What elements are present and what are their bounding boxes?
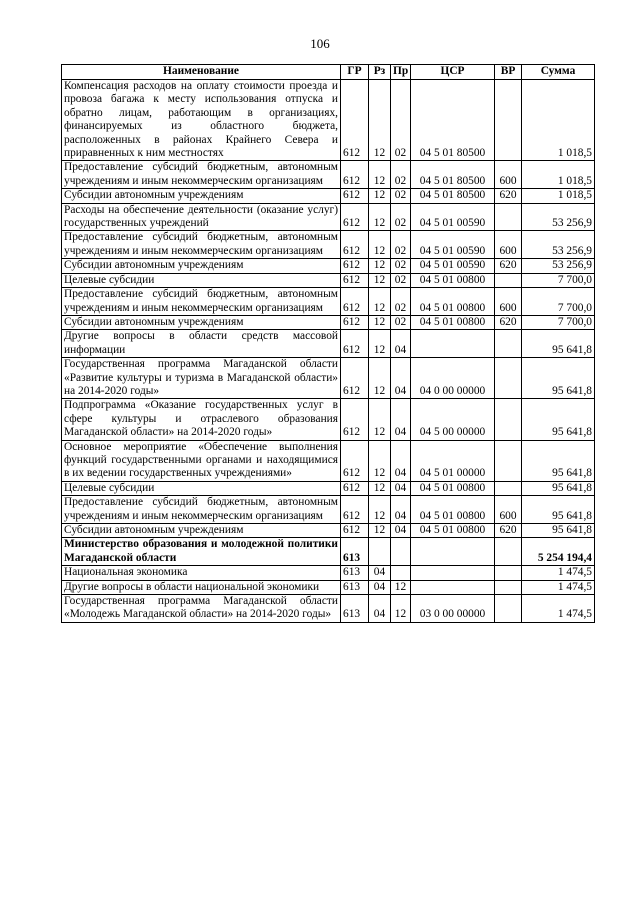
cell-vr: 620 [495, 259, 522, 273]
cell-gr: 612 [341, 288, 369, 316]
cell-gr: 613 [341, 538, 369, 566]
table-row [62, 273, 595, 287]
cell-pr: 02 [391, 80, 411, 161]
cell-sum: 95 641,8 [522, 496, 595, 524]
cell-rz: 12 [369, 440, 391, 481]
cell-gr: 612 [341, 481, 369, 495]
cell-sum: 7 700,0 [522, 288, 595, 316]
cell-vr [495, 399, 522, 440]
cell-gr: 612 [341, 231, 369, 259]
cell-sum: 95 641,8 [522, 358, 595, 399]
cell-csr: 04 5 01 00800 [411, 524, 495, 538]
cell-sum: 95 641,8 [522, 399, 595, 440]
cell-pr: 04 [391, 330, 411, 358]
cell-gr: 612 [341, 80, 369, 161]
cell-sum: 53 256,9 [522, 231, 595, 259]
cell-name: Государственная программа Магаданской области «Развитие культуры и туризма в Магаданской области» на 2014-2020 годы» [62, 358, 341, 399]
cell-pr [391, 538, 411, 566]
cell-vr [495, 330, 522, 358]
cell-csr [411, 566, 495, 580]
cell-name: Компенсация расходов на оплату стоимости проезда и провоза багажа к месту использования отпуска и обратно лицам, работающим в организациях, финансируемых из областного бюджета, расположенных в районах Крайнего Севера и приравненных к ним местностях [62, 80, 341, 161]
table-row [62, 595, 595, 623]
cell-rz: 12 [369, 80, 391, 161]
table-row [62, 203, 595, 231]
cell-vr [495, 595, 522, 623]
cell-csr: 04 5 01 80500 [411, 161, 495, 189]
cell-pr: 02 [391, 231, 411, 259]
cell-pr: 04 [391, 399, 411, 440]
cell-csr: 04 5 01 00800 [411, 496, 495, 524]
cell-name: Субсидии автономным учреждениям [62, 189, 341, 203]
cell-csr: 04 0 00 00000 [411, 358, 495, 399]
cell-sum: 1 474,5 [522, 580, 595, 594]
table-row [62, 161, 595, 189]
cell-name: Национальная экономика [62, 566, 341, 580]
table-row [62, 524, 595, 538]
header-name: Наименование [62, 65, 341, 80]
cell-csr: 04 5 01 00800 [411, 273, 495, 287]
cell-name: Субсидии автономным учреждениям [62, 524, 341, 538]
cell-name: Министерство образования и молодежной политики Магаданской области [62, 538, 341, 566]
cell-pr: 02 [391, 259, 411, 273]
cell-sum: 1 474,5 [522, 566, 595, 580]
cell-vr [495, 440, 522, 481]
cell-pr: 02 [391, 273, 411, 287]
cell-gr: 612 [341, 259, 369, 273]
cell-vr [495, 538, 522, 566]
cell-pr: 02 [391, 189, 411, 203]
cell-csr: 04 5 01 80500 [411, 189, 495, 203]
cell-gr: 613 [341, 580, 369, 594]
cell-name: Субсидии автономным учреждениям [62, 259, 341, 273]
cell-rz: 12 [369, 161, 391, 189]
cell-vr: 600 [495, 288, 522, 316]
table-row [62, 189, 595, 203]
table-row [62, 330, 595, 358]
page-number: 106 [310, 36, 330, 51]
cell-vr: 600 [495, 496, 522, 524]
cell-sum: 7 700,0 [522, 273, 595, 287]
cell-csr: 04 5 01 00800 [411, 315, 495, 329]
cell-name: Другие вопросы в области средств массовой информации [62, 330, 341, 358]
cell-name: Субсидии автономным учреждениям [62, 315, 341, 329]
cell-rz: 12 [369, 203, 391, 231]
cell-csr: 04 5 01 00800 [411, 288, 495, 316]
table-row [62, 80, 595, 161]
cell-sum: 1 474,5 [522, 595, 595, 623]
cell-rz: 12 [369, 315, 391, 329]
cell-gr: 612 [341, 273, 369, 287]
cell-sum: 95 641,8 [522, 481, 595, 495]
cell-name: Целевые субсидии [62, 481, 341, 495]
cell-csr [411, 330, 495, 358]
cell-vr [495, 203, 522, 231]
cell-name: Целевые субсидии [62, 273, 341, 287]
cell-pr: 12 [391, 580, 411, 594]
cell-gr: 612 [341, 315, 369, 329]
table-row [62, 358, 595, 399]
cell-csr: 04 5 00 00000 [411, 399, 495, 440]
cell-pr: 02 [391, 315, 411, 329]
cell-rz: 12 [369, 481, 391, 495]
cell-csr: 04 5 01 00800 [411, 481, 495, 495]
cell-vr: 620 [495, 315, 522, 329]
cell-vr [495, 580, 522, 594]
cell-vr [495, 358, 522, 399]
cell-name: Другие вопросы в области национальной экономики [62, 580, 341, 594]
cell-pr [391, 566, 411, 580]
cell-sum: 95 641,8 [522, 330, 595, 358]
table-row [62, 315, 595, 329]
cell-vr: 620 [495, 524, 522, 538]
cell-pr: 12 [391, 595, 411, 623]
header-vr: ВР [495, 65, 522, 80]
cell-gr: 612 [341, 440, 369, 481]
cell-gr: 612 [341, 524, 369, 538]
cell-sum: 1 018,5 [522, 80, 595, 161]
table-header-row [62, 65, 595, 80]
cell-rz: 12 [369, 189, 391, 203]
cell-csr: 04 5 01 00590 [411, 259, 495, 273]
cell-vr [495, 80, 522, 161]
cell-vr [495, 481, 522, 495]
cell-sum: 53 256,9 [522, 203, 595, 231]
cell-rz: 12 [369, 399, 391, 440]
cell-rz: 12 [369, 231, 391, 259]
cell-vr: 620 [495, 189, 522, 203]
table-row [62, 566, 595, 580]
header-pr: Пр [391, 65, 411, 80]
cell-gr: 612 [341, 330, 369, 358]
cell-gr: 613 [341, 595, 369, 623]
table-row [62, 231, 595, 259]
table-body [62, 80, 595, 623]
cell-csr: 04 5 01 00590 [411, 203, 495, 231]
table-row [62, 440, 595, 481]
cell-csr: 04 5 01 00000 [411, 440, 495, 481]
table-row [62, 399, 595, 440]
cell-sum: 1 018,5 [522, 189, 595, 203]
cell-sum: 5 254 194,4 [522, 538, 595, 566]
cell-csr [411, 580, 495, 594]
cell-name: Предоставление субсидий бюджетным, автономным учреждениям и иным некоммерческим организациям [62, 496, 341, 524]
cell-rz: 12 [369, 524, 391, 538]
cell-gr: 612 [341, 358, 369, 399]
cell-vr [495, 273, 522, 287]
cell-sum: 95 641,8 [522, 440, 595, 481]
cell-sum: 7 700,0 [522, 315, 595, 329]
cell-rz: 12 [369, 358, 391, 399]
cell-csr: 04 5 01 00590 [411, 231, 495, 259]
cell-rz: 12 [369, 288, 391, 316]
cell-gr: 612 [341, 399, 369, 440]
cell-gr: 612 [341, 189, 369, 203]
table-row [62, 259, 595, 273]
cell-gr: 612 [341, 203, 369, 231]
header-sum: Сумма [522, 65, 595, 80]
cell-pr: 02 [391, 288, 411, 316]
table-row [62, 580, 595, 594]
cell-vr: 600 [495, 161, 522, 189]
budget-table [61, 64, 595, 623]
cell-pr: 02 [391, 203, 411, 231]
cell-rz: 12 [369, 259, 391, 273]
cell-csr: 04 5 01 80500 [411, 80, 495, 161]
cell-pr: 04 [391, 440, 411, 481]
header-csr: ЦСР [411, 65, 495, 80]
cell-sum: 95 641,8 [522, 524, 595, 538]
cell-sum: 53 256,9 [522, 259, 595, 273]
cell-name: Предоставление субсидий бюджетным, автономным учреждениям и иным некоммерческим организациям [62, 288, 341, 316]
cell-gr: 612 [341, 496, 369, 524]
header-rz: Рз [369, 65, 391, 80]
header-gr: ГР [341, 65, 369, 80]
cell-rz: 12 [369, 330, 391, 358]
cell-csr: 03 0 00 00000 [411, 595, 495, 623]
cell-pr: 04 [391, 481, 411, 495]
table-row [62, 538, 595, 566]
cell-rz: 04 [369, 595, 391, 623]
cell-rz: 04 [369, 566, 391, 580]
table-row [62, 496, 595, 524]
cell-name: Государственная программа Магаданской области «Молодежь Магаданской области» на 2014-2020 годы» [62, 595, 341, 623]
cell-gr: 612 [341, 161, 369, 189]
cell-name: Подпрограмма «Оказание государственных услуг в сфере культуры и отраслевого образования Магаданской области» на 2014-2020 годы» [62, 399, 341, 440]
cell-rz [369, 538, 391, 566]
cell-csr [411, 538, 495, 566]
cell-pr: 04 [391, 358, 411, 399]
cell-pr: 04 [391, 524, 411, 538]
cell-name: Предоставление субсидий бюджетным, автономным учреждениям и иным некоммерческим организациям [62, 231, 341, 259]
table-row [62, 288, 595, 316]
cell-name: Расходы на обеспечение деятельности (оказание услуг) государственных учреждений [62, 203, 341, 231]
cell-rz: 12 [369, 496, 391, 524]
cell-rz: 12 [369, 273, 391, 287]
table-row [62, 481, 595, 495]
cell-pr: 02 [391, 161, 411, 189]
cell-gr: 613 [341, 566, 369, 580]
cell-pr: 04 [391, 496, 411, 524]
cell-vr [495, 566, 522, 580]
cell-name: Предоставление субсидий бюджетным, автономным учреждениям и иным некоммерческим организациям [62, 161, 341, 189]
cell-name: Основное мероприятие «Обеспечение выполнения функций государственными органами и находящимися в их ведении государственных учреждениями» [62, 440, 341, 481]
cell-sum: 1 018,5 [522, 161, 595, 189]
cell-rz: 04 [369, 580, 391, 594]
cell-vr: 600 [495, 231, 522, 259]
